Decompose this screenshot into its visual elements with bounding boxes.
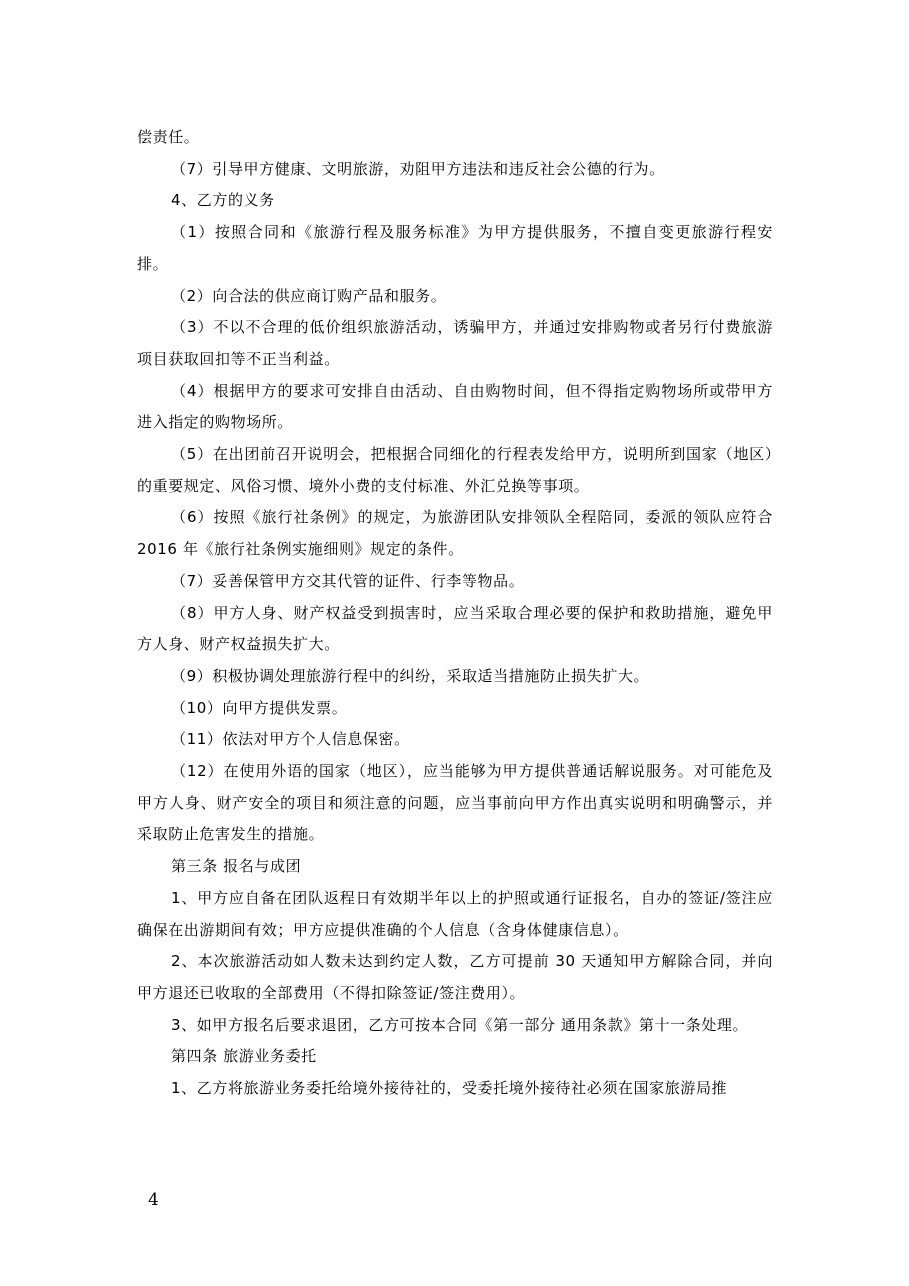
paragraph: （11）依法对甲方个人信息保密。: [171, 730, 410, 749]
paragraph: （7）引导甲方健康、文明旅游，劝阻甲方违法和违反社会公德的行为。: [171, 159, 665, 178]
paragraph: （10）向甲方提供发票。: [171, 698, 348, 717]
paragraph: （7）妥善保管甲方交其代管的证件、行李等物品。: [171, 571, 525, 590]
paragraph: （4）根据甲方的要求可安排自由活动、自由购物时间，但不得指定购物场所或带甲方进入指定的购物场所。: [137, 381, 773, 432]
paragraph: （8）甲方人身、财产权益受到损害时，应当采取合理必要的保护和救助措施，避免甲方人身、财产权益损失扩大。: [137, 603, 773, 654]
paragraph: 第四条 旅游业务委托: [171, 1047, 317, 1066]
document-body: [137, 122, 773, 1105]
paragraph: 2、本次旅游活动如人数未达到约定人数，乙方可提前 30 天通知甲方解除合同，并向甲方退还已收取的全部费用（不得扣除签证/签注费用）。: [137, 952, 773, 1002]
paragraph: （1）按照合同和《旅游行程及服务标准》为甲方提供服务，不擅自变更旅游行程安排。: [137, 223, 773, 273]
paragraph: （12）在使用外语的国家（地区），应当能够为甲方提供普通话解说服务。对可能危及甲方人身、财产安全的项目和须注意的问题，应当事前向甲方作出真实说明和明确警示，并采取防止危害发生的措施。: [137, 762, 773, 844]
paragraph: 偿责任。: [137, 128, 200, 146]
paragraph: 3、如甲方报名后要求退团，乙方可按本合同《第一部分 通用条款》第十一条处理。: [171, 1015, 749, 1034]
paragraph: （3）不以不合理的低价组织旅游活动，诱骗甲方，并通过安排购物或者另行付费旅游项目获取回扣等不正当利益。: [137, 318, 773, 368]
paragraph: （2）向合法的供应商订购产品和服务。: [171, 286, 447, 305]
paragraph: （5）在出团前召开说明会，把根据合同细化的行程表发给甲方，说明所到国家（地区）的重要规定、风俗习惯、境外小费的支付标准、外汇兑换等事项。: [137, 445, 773, 495]
paragraph: （6）按照《旅行社条例》的规定，为旅游团队安排领队全程陪同，委派的领队应符合 2016 年《旅行社条例实施细则》规定的条件。: [137, 508, 773, 559]
paragraph: （9）积极协调处理旅游行程中的纠纷，采取适当措施防止损失扩大。: [171, 666, 650, 685]
paragraph: 第三条 报名与成团: [171, 857, 302, 876]
paragraph: 4、乙方的义务: [171, 191, 275, 210]
paragraph: 1、甲方应自备在团队返程日有效期半年以上的护照或通行证报名，自办的签证/签注应确保在出游期间有效；甲方应提供准确的个人信息（含身体健康信息）。: [137, 888, 773, 939]
page-number: 4: [148, 1190, 159, 1210]
paragraph: 1、乙方将旅游业务委托给境外接待社的，受委托境外接待社必须在国家旅游局推: [171, 1079, 728, 1098]
